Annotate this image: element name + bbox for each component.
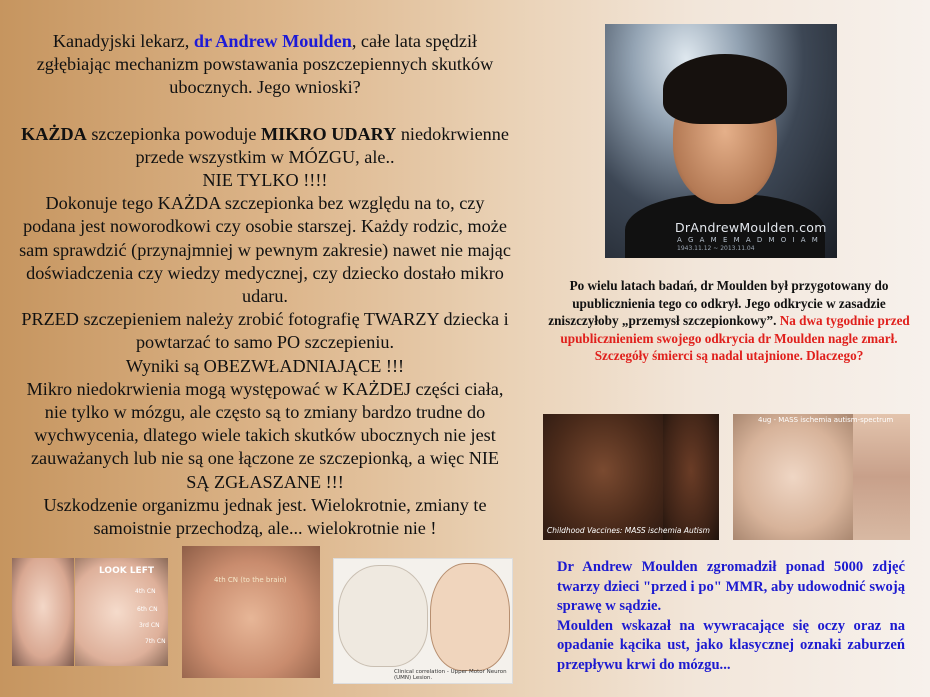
- look-left-label: LOOK LEFT: [99, 566, 154, 576]
- portrait-dates: 1943.11.12 ~ 2013.11.04: [677, 245, 755, 252]
- portrait-subtitle: A G A M E M A D M O I A M: [677, 236, 820, 244]
- cn-label: 3rd CN: [139, 622, 160, 629]
- claim-text-e: PRZED szczepieniem należy zrobić fotografię TWARZY dziecka i powtarzać to samo PO szczepieniu.: [21, 309, 509, 353]
- claim-text-f: Wyniki są OBEZWŁADNIAJĄCE !!!: [125, 355, 405, 376]
- emphasis-each: KAŻDA: [21, 123, 87, 144]
- claim-text-g: Mikro niedokrwienia mogą występować w KAŻDEJ części ciała, nie tylko w mózgu, ale często są to zmiany bardzo trudne do wychwycenia, dlatego wiele takich skutków ubocznych nie jest zauważanych lub nie są one łączone ze szczepionką, a więc NIE SĄ ZGŁASZANE !!!: [26, 378, 504, 492]
- children-caption-left: Childhood Vaccines: MASS ischemia Autism: [547, 526, 710, 535]
- right-caption-red: Na dwa tygodnie przed upublicznieniem swojego odkrycia dr Moulden nagle zmarł. Szczegóły śmierci są nadal utajnione. Dlaczego?: [560, 313, 910, 364]
- claim-text-b: niedokrwienne przede wszystkim w MÓZGU, ale..: [135, 123, 509, 167]
- intro-text-rest: , całe lata spędził zgłębiając mechanizm powstawania poszczepiennych skutków ubocznych. Jego wnioski?: [36, 31, 494, 98]
- skull-drawing: [338, 565, 428, 667]
- claim-paragraph: [18, 123, 512, 541]
- main-text-block: [18, 30, 512, 540]
- child-photo-strip: [853, 414, 910, 540]
- elderly-man-photo: [182, 546, 320, 678]
- child-photo-after: [663, 414, 719, 540]
- child-photo-before: [543, 414, 663, 540]
- child-photo-closeup: [733, 414, 853, 540]
- head-drawing: [430, 563, 510, 671]
- right-caption: [545, 277, 913, 365]
- claim-text-h: Uszkodzenie organizmu jednak jest. Wielokrotnie, zmiany te samoistnie przechodzą, ale... wielokrotnie nie !: [43, 494, 487, 539]
- blue-caption: [557, 558, 905, 676]
- toddler-photo: [12, 558, 74, 666]
- toddler-face-photo: [75, 558, 168, 666]
- right-caption-black: Po wielu latach badań, dr Moulden był przygotowany do upublicznienia tego co odkrył. Jego odkrycie w zasadzie zniszczyłoby „przemysł szczepionkowy”.: [548, 278, 889, 329]
- claim-text-d: Dokonuje tego KAŻDA szczepionka bez względu na to, czy podana jest noworodkowi czy osobie starszej. Każdy rodzic, może sam sprawdzić (przynajmniej w pewnym zakresie) nawet nie mając doświadczenia czy wiedzy medycznej, czy dziecko dostało mikro udaru.: [19, 193, 511, 307]
- claim-text-c: NIE TYLKO !!!!: [202, 170, 328, 191]
- children-caption-right: 4ug - MASS ischemia autism-spectrum: [758, 416, 894, 424]
- intro-text: Kanadyjski lekarz,: [52, 31, 190, 51]
- anatomy-diagram: [333, 558, 513, 684]
- cn-label: 7th CN: [145, 638, 166, 645]
- doctor-portrait: [605, 24, 837, 258]
- cn-label: 4th CN: [135, 588, 156, 595]
- blue-caption-p2: Moulden wskazał na wywracające się oczy oraz na opadanie kącika ust, jako klasycznej oznaki zaburzeń przepływu krwi do mózgu...: [557, 617, 905, 673]
- intro-paragraph: [18, 30, 512, 100]
- cn-label: 6th CN: [137, 606, 158, 613]
- portrait-hair: [663, 54, 787, 124]
- elderly-label: 4th CN (to the brain): [214, 576, 287, 584]
- diagram-caption: Clinical correlation - Upper Motor Neuron (UMN) Lesion.: [394, 669, 507, 681]
- emphasis-micro-strokes: MIKRO UDARY: [261, 123, 397, 144]
- doctor-name: dr Andrew Moulden: [193, 31, 352, 51]
- blue-caption-p1: Dr Andrew Moulden zgromadził ponad 5000 zdjęć twarzy dzieci "przed i po" MMR, aby udowodnić swoją sprawę w sądzie.: [557, 559, 905, 615]
- portrait-signature: DrAndrewMoulden.com: [675, 220, 827, 235]
- claim-text: szczepionka powoduje: [91, 123, 257, 144]
